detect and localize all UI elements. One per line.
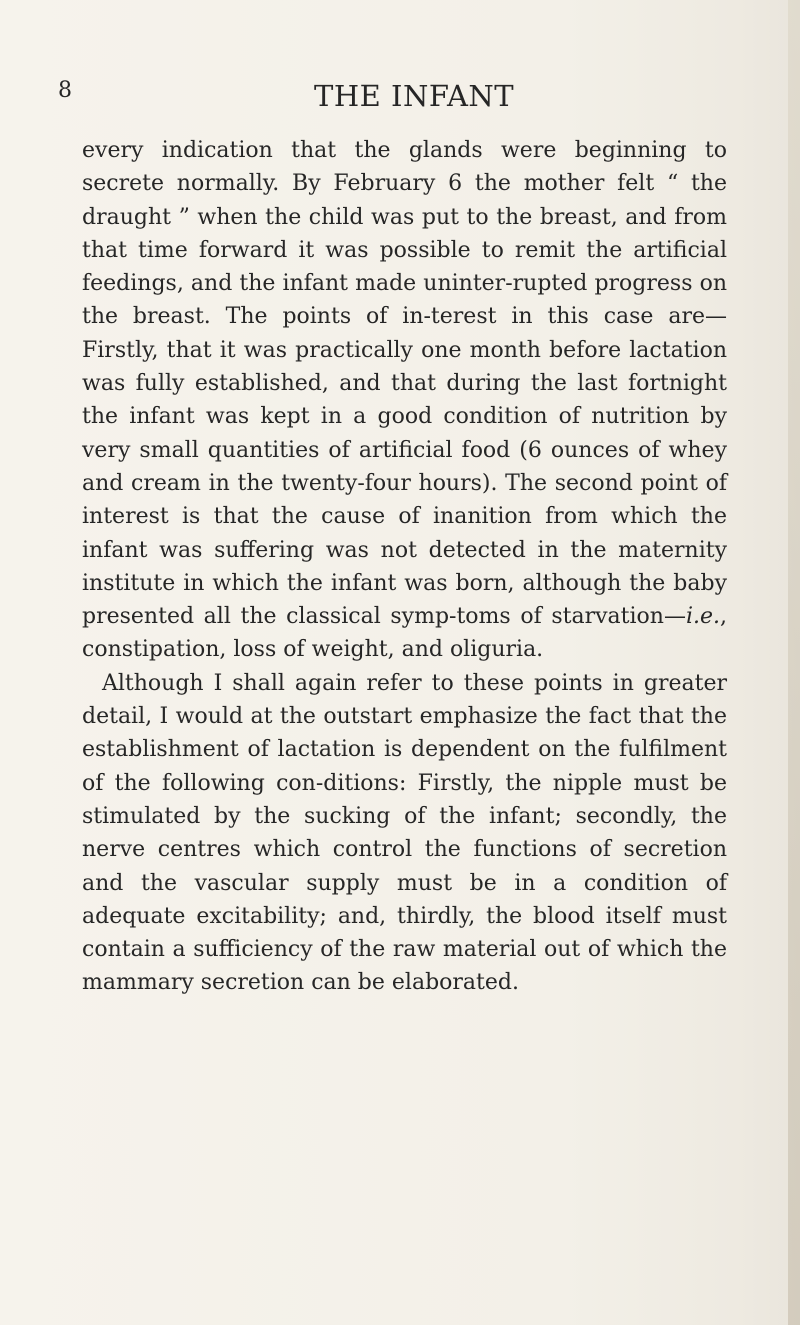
page-number: 8 bbox=[58, 78, 72, 103]
page-edge-shadow bbox=[788, 0, 800, 1325]
paragraph-1-text-a: every indication that the glands were beginning to secrete normally. By February 6 the mother felt “ the draught ” when the child was put to the breast, and from that time forward it was possible to remit the artificial feedings, and the infant made uninter-rupted progress on the breast. The points of in-terest in this case are—Firstly, that it was practically one month before lactation was fully established, and that during the last fortnight the infant was kept in a good condition of nutrition by very small quantities of artificial food (6 ounces of whey and cream in the twenty-four hours). The second point of interest is that the cause of inanition from which the infant was suffering was not detected in the maternity institute in which the infant was born, although the baby presented all the classical symp-toms of starvation— bbox=[82, 138, 727, 630]
paragraph-2 bbox=[82, 667, 727, 1000]
body-text bbox=[82, 134, 727, 1000]
paragraph-1 bbox=[82, 134, 727, 667]
paragraph-1-italic: i.e. bbox=[685, 604, 720, 630]
paragraph-2-text: Although I shall again refer to these points in greater detail, I would at the outstart emphasize the fact that the establishment of lactation is dependent on the fulfilment of the following con-ditions: Firstly, the nipple must be stimulated by the sucking of the infant; secondly, the nerve centres which control the functions of secretion and the vascular supply must be in a condition of adequate excitability; and, thirdly, the blood itself must contain a sufficiency of the raw material out of which the mammary secretion can be elaborated. bbox=[82, 670, 727, 996]
running-title: THE INFANT bbox=[314, 79, 515, 113]
page-header bbox=[0, 78, 800, 118]
paragraph-1-text-b: , constipation, loss of weight, and oliguria. bbox=[82, 604, 727, 663]
